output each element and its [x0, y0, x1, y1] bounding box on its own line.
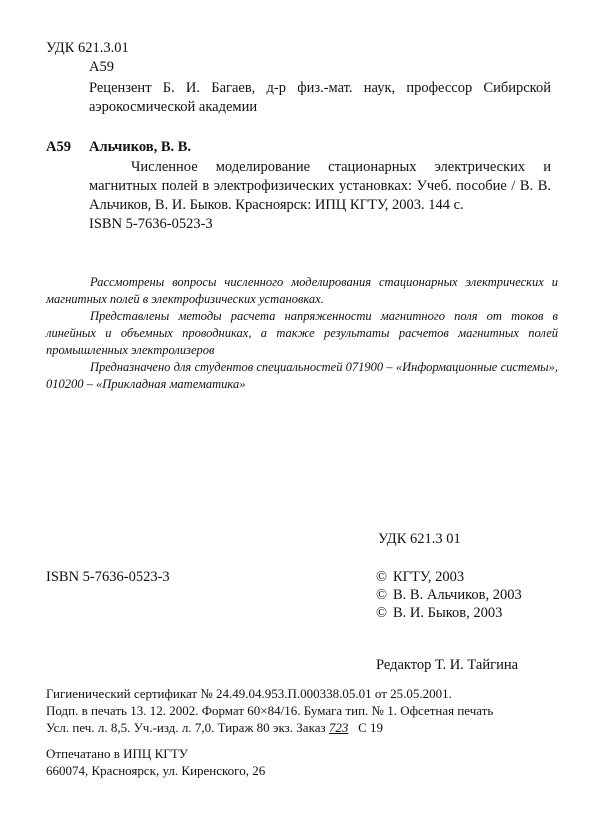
copyright-line [376, 604, 502, 623]
copyright-symbol: © [376, 587, 388, 603]
copyright-holder: В. И. Быков, 2003 [393, 605, 503, 621]
print-code: С 19 [358, 720, 384, 735]
printer-address: 660074, Красноярск, ул. Киренского, 26 [46, 763, 266, 778]
hygiene-certificate: Гигиенический сертификат № 24.49.04.953.П.000338.05.01 от 25.05.2001. [46, 686, 452, 701]
imprint-block [46, 685, 493, 736]
card-description: Численное моделирование стационарных электрических и магнитных полей в электрофизических установках: Учеб. пособие / В. В. Альчиков, В. И. Быков. Красноярск: ИПЦ КГТУ, 2003. 144 с. [89, 159, 551, 213]
copyright-holder: КГТУ, 2003 [393, 569, 465, 585]
printer-name: Отпечатано в ИПЦ КГТУ [46, 746, 188, 761]
isbn-bottom: ISBN 5-7636-0523-3 [46, 569, 170, 585]
classification-code-top: А59 [89, 59, 114, 75]
copyright-line [376, 568, 464, 587]
editor-credit: Редактор Т. И. Тайгина [376, 657, 519, 673]
annotation-paragraph: Рассмотрены вопросы численного моделирования стационарных электрических и магнитных полей в электрофизических установках. [46, 275, 558, 306]
card-author: Альчиков, В. В. [89, 139, 192, 155]
card-isbn: ISBN 5-7636-0523-3 [89, 216, 213, 232]
order-number-handwritten: 723 [328, 720, 349, 735]
print-details: Подп. в печать 13. 12. 2002. Формат 60×84/16. Бумага тип. № 1. Офсетная печать [46, 703, 494, 718]
printer-block [46, 745, 265, 779]
annotation-paragraph: Представлены методы расчета напряженности магнитного поля от токов в линейных и объемных проводниках, а также результаты расчетов магнитных полей промышленных электролизеров [46, 309, 558, 357]
annotation-paragraph: Предназначено для студентов специальностей 071900 – «Информационные системы», 010200 – «Прикладная математика» [46, 360, 558, 391]
copyright-holder: В. В. Альчиков, 2003 [393, 587, 522, 603]
reviewer-note: Рецензент Б. И. Багаев, д-р физ.-мат. наук, профессор Сибирской аэрокосмической академии [89, 80, 551, 115]
udk-top: УДК 621.3.01 [46, 40, 129, 56]
card-code: А59 [46, 139, 71, 155]
copyright-symbol: © [376, 569, 388, 585]
print-volume-text: Усл. печ. л. 8,5. Уч.-изд. л. 7,0. Тираж 80 экз. Заказ [46, 720, 326, 735]
copyright-symbol: © [376, 605, 388, 621]
annotation [46, 274, 558, 393]
copyright-line [376, 586, 522, 605]
udk-bottom: УДК 621.3 01 [378, 531, 461, 547]
print-volume [46, 719, 493, 736]
